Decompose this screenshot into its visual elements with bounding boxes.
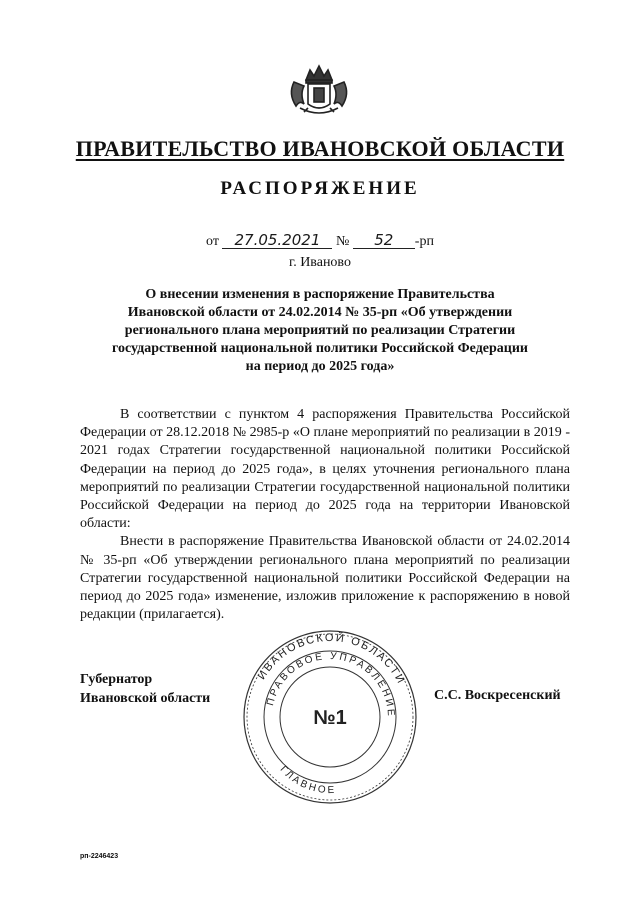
document-body (80, 406, 570, 624)
document-subject (90, 286, 550, 376)
signer-position-line: Ивановской области (80, 691, 211, 706)
seal-number: №1 (313, 707, 347, 729)
handwritten-number: 52 (353, 232, 415, 249)
coat-of-arms-icon (286, 60, 352, 120)
number-suffix: -рп (414, 234, 434, 249)
handwritten-date: 27.05.2021 (222, 232, 332, 249)
body-paragraph: В соответствии с пунктом 4 распоряжения Правительства Российской Федерации от 28.12.2018 № 2985-р «О плане мероприятий по реализации в 2019 - 2021 годах Стратегии государственной национальной политики Российской Федерации на период до 2025 года», в целях уточнения регионального плана мероприятий по реализации Стратегии государственной национальной политики Российской Федерации на период до 2025 года на территории Ивановской области: (80, 407, 570, 532)
seal-outer-text: ИВАНОВСКОЙ ОБЛАСТИ (255, 631, 408, 687)
number-prefix: № (335, 234, 350, 249)
document-code: рп-2246423 (80, 853, 119, 860)
subject-line: государственной национальной политики Российской Федерации (111, 341, 528, 356)
signer-position (80, 670, 240, 708)
seal-lower-text: ГЛАВНОЕ (277, 764, 337, 797)
organization-title (0, 136, 640, 162)
subject-line: О внесении изменения в распоряжение Правительства (145, 287, 495, 302)
subject-line: регионального плана мероприятий по реализации Стратегии (124, 323, 516, 338)
organization-title-text: ПРАВИТЕЛЬСТВО ИВАНОВСКОЙ ОБЛАСТИ (75, 136, 565, 161)
document-type: РАСПОРЯЖЕНИЕ (220, 178, 420, 199)
seal-inner-text: ПРАВОВОЕ УПРАВЛЕНИЕ (265, 650, 397, 719)
signer-name: С.С. Воскресенский (434, 688, 561, 703)
subject-line: Ивановской области от 24.02.2014 № 35-рп «Об утверждении (127, 305, 513, 320)
body-paragraph: Внести в распоряжение Правительства Ивановской области от 24.02.2014 № 35-рп «Об утверждении регионального плана мероприятий по реализации Стратегии государственной национальной политики Российской Федерации на период до 2025 года» изменение, изложив приложение к распоряжению в новой редакции (прилагается). (80, 534, 570, 623)
signer-position-line: Губернатор (80, 672, 153, 687)
date-number-line (206, 232, 466, 254)
city: г. Иваново (289, 255, 351, 270)
date-prefix: от (206, 234, 219, 249)
official-seal-icon (241, 628, 419, 806)
subject-line: на период до 2025 года» (245, 359, 395, 374)
